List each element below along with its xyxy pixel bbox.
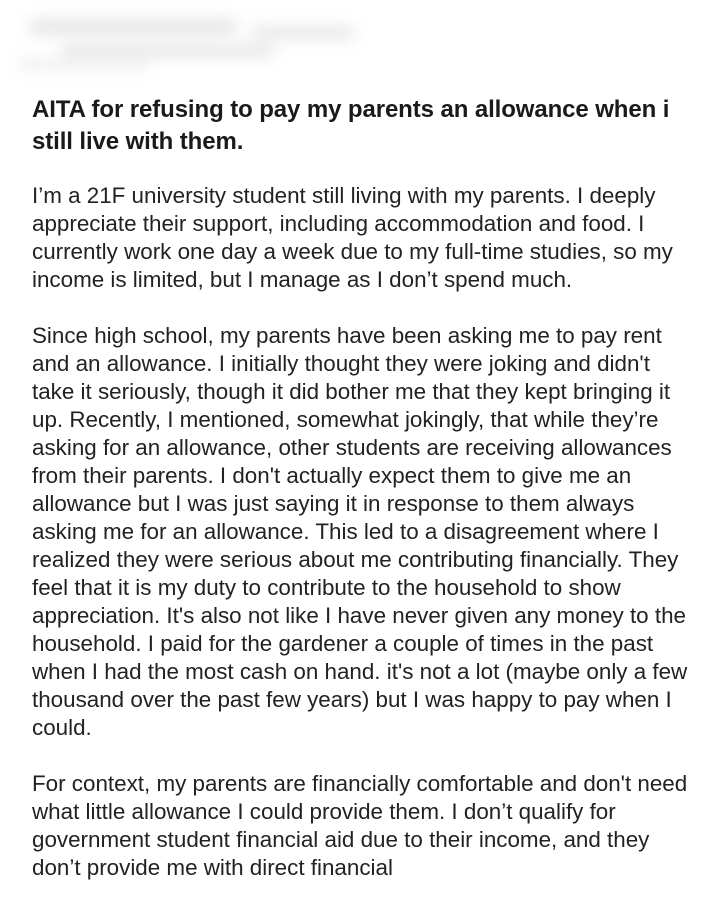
- post-body: [32, 182, 692, 882]
- blurred-meta-secondary: [18, 58, 148, 70]
- post-paragraph-2: Since high school, my parents have been asking me to pay rent and an allowance. I initially thought they were joking and didn't take it seriously, though it did bother me that they kept bringing it up. Recently, I mentioned, somewhat jokingly, that while they’re asking for an allowance, other students are receiving allowances from their parents. I don't actually expect them to give me an allowance but I was just saying it in response to them always asking me for an allowance. This led to a disagreement where I realized they were serious about me contributing financially. They feel that it is my duty to contribute to the household to show appreciation. It's also not like I have never given any money to the household. I paid for the gardener a couple of times in the past when I had the most cash on hand. it's not a lot (maybe only a few thousand over the past few years) but I was happy to pay when I could.: [32, 323, 688, 740]
- blurred-username: [28, 18, 238, 36]
- post-paragraph-1: I’m a 21F university student still living with my parents. I deeply appreciate their support, including accommodation and food. I currently work one day a week due to my full-time studies, so my income is limited, but I manage as I don’t spend much.: [32, 183, 673, 292]
- post-title: AITA for refusing to pay my parents an allowance when i still live with them.: [32, 96, 670, 155]
- screenshot-bottom-edge: [0, 895, 720, 903]
- reddit-post: [32, 94, 692, 910]
- blurred-subreddit: [250, 26, 355, 40]
- blurred-meta: [60, 44, 275, 58]
- post-paragraph-3: For context, my parents are financially comfortable and don't need what little allowance I could provide them. I don’t qualify for government student financial aid due to their income, and they don’t provide me with direct financial: [32, 771, 688, 880]
- blurred-header: [0, 0, 720, 95]
